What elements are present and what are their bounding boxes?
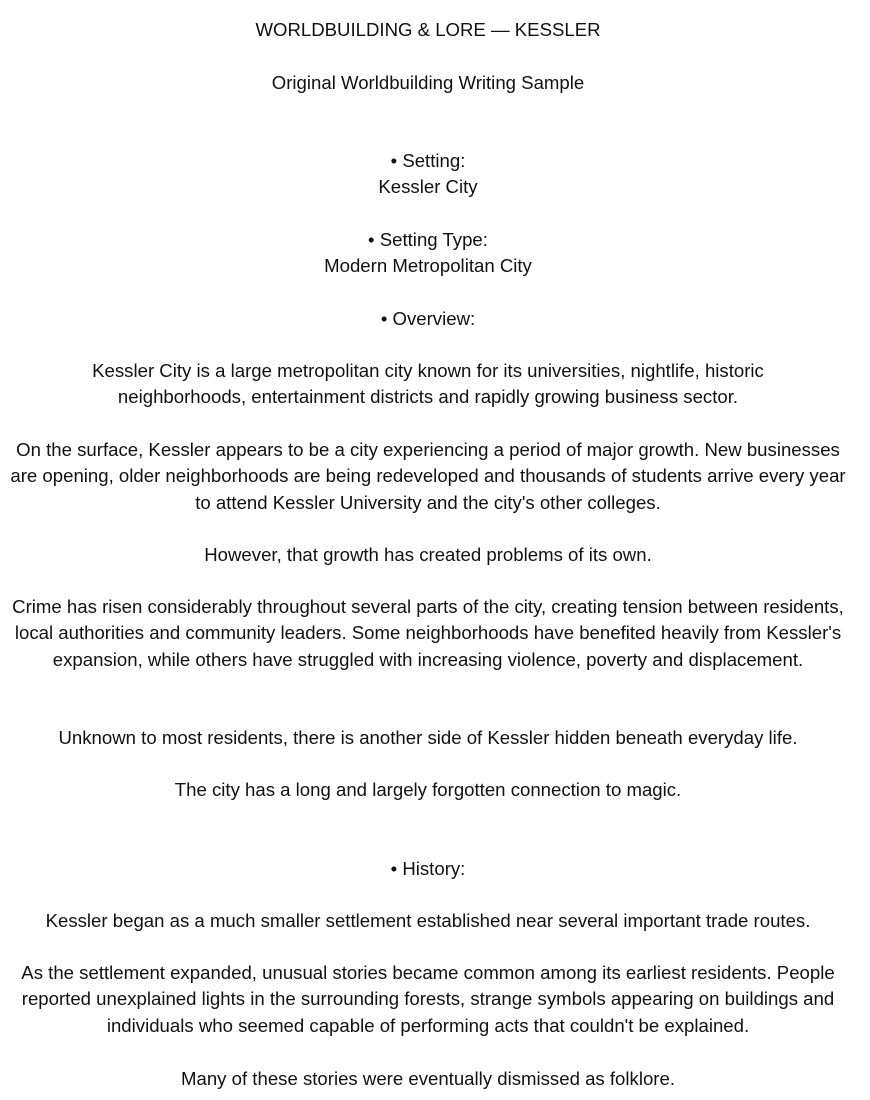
- setting-type-value: Modern Metropolitan City: [324, 255, 532, 276]
- overview-paragraph: Unknown to most residents, there is another side of Kessler hidden beneath everyday life.: [58, 727, 798, 748]
- setting-value: Kessler City: [378, 176, 478, 197]
- history-heading: • History:: [0, 856, 856, 882]
- overview-paragraph: Crime has risen considerably throughout several parts of the city, creating tension between residents, local authorities and community leaders. Some neighborhoods have benefited heavily from Kessler's expansion, while others have struggled with increasing violence, poverty and displacement.: [12, 596, 844, 670]
- setting-type-heading: • Setting Type:: [0, 227, 856, 253]
- overview-paragraph: Kessler City is a large metropolitan city known for its universities, nightlife, historic neighborhoods, entertainment districts and rapidly growing business sector.: [92, 360, 764, 408]
- setting-heading: • Setting:: [0, 148, 856, 174]
- overview-paragraph: However, that growth has created problems of its own.: [204, 544, 652, 565]
- document-subtitle: Original Worldbuilding Writing Sample: [271, 72, 585, 93]
- overview-heading: • Overview:: [0, 306, 856, 332]
- overview-paragraph: On the surface, Kessler appears to be a city experiencing a period of major growth. New businesses are opening, older neighborhoods are being redeveloped and thousands of students arrive every year to attend Kessler University and the city's other colleges.: [10, 439, 846, 513]
- history-paragraph: Kessler began as a much smaller settlement established near several important trade routes.: [45, 910, 811, 931]
- history-paragraph: As the settlement expanded, unusual stories became common among its earliest residents. People reported unexplained lights in the surrounding forests, strange symbols appearing on buildings and individuals who seemed capable of performing acts that couldn't be explained.: [21, 962, 835, 1036]
- history-paragraph: Many of these stories were eventually dismissed as folklore.: [181, 1068, 675, 1089]
- document-title: WORLDBUILDING & LORE — KESSLER: [255, 19, 601, 40]
- overview-paragraph: The city has a long and largely forgotten connection to magic.: [174, 779, 682, 800]
